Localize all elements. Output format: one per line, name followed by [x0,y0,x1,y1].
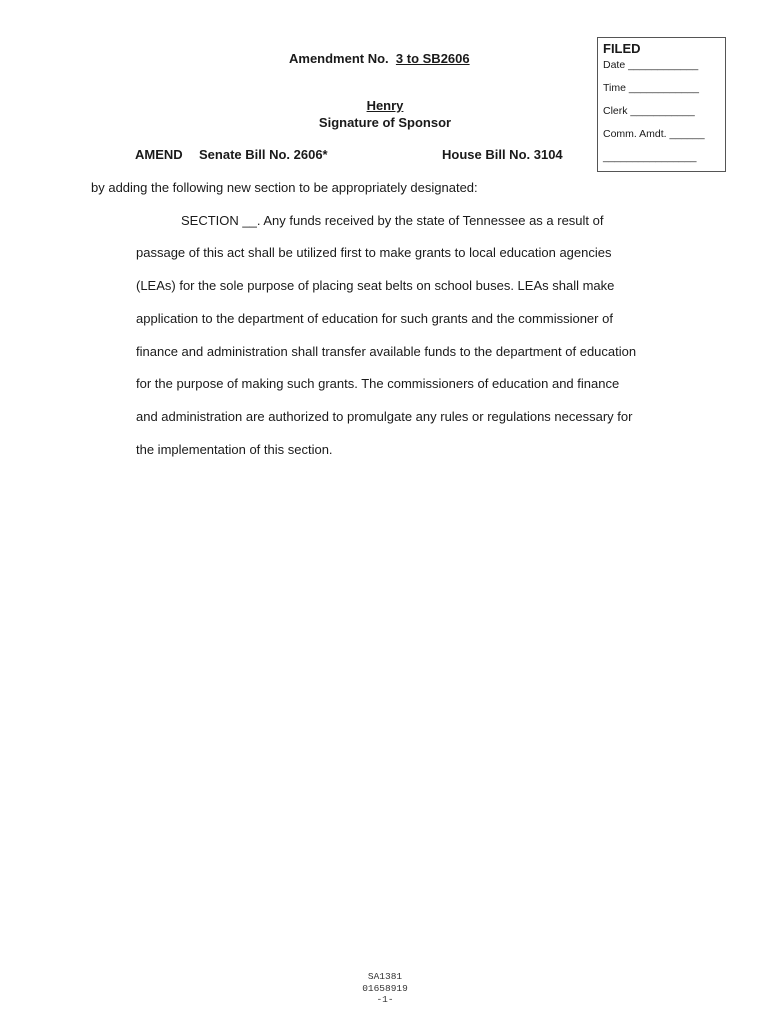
section-line-1: SECTION __. Any funds received by the state of Tennessee as a result of [181,213,604,228]
sponsor-caption: Signature of Sponsor [318,115,452,130]
filed-blank-line: ________________ [603,151,697,163]
filed-clerk-line: Clerk ___________ [603,105,695,117]
section-line-7: and administration are authorized to promulgate any rules or regulations necessary for [136,409,633,424]
filed-comm-amdt-line: Comm. Amdt. ______ [603,128,705,140]
footer-code: SA1381 [367,971,403,982]
intro-text: by adding the following new section to be appropriately designated: [91,180,478,195]
section-line-4: application to the department of education for such grants and the commissioner of [136,311,613,326]
senate-bill-number: Senate Bill No. 2606* [199,147,328,162]
footer-number: 01658919 [362,982,408,994]
amendment-label: Amendment No. [289,51,389,66]
footer [0,971,770,1006]
section-line-6: for the purpose of making such grants. The commissioners of education and finance [136,376,620,391]
filed-time-line: Time ____________ [603,82,699,94]
amendment-title [289,51,470,66]
section-line-3: (LEAs) for the sole purpose of placing seat belts on school buses. LEAs shall make [136,278,615,293]
footer-page-number: -1- [376,994,394,1005]
amend-label: AMEND [135,147,183,162]
house-bill-number: House Bill No. 3104 [442,147,563,162]
section-line-5: finance and administration shall transfer available funds to the department of education [136,344,637,359]
amendment-value: 3 to SB2606 [395,51,470,66]
sponsor-name: Henry [366,98,404,113]
filed-date-line: Date ____________ [603,59,699,71]
filed-title: FILED [603,41,641,56]
sponsor-block [0,98,770,113]
section-line-8: the implementation of this section. [136,442,333,457]
section-line-2: passage of this act shall be utilized first to make grants to local education agencies [136,245,612,260]
